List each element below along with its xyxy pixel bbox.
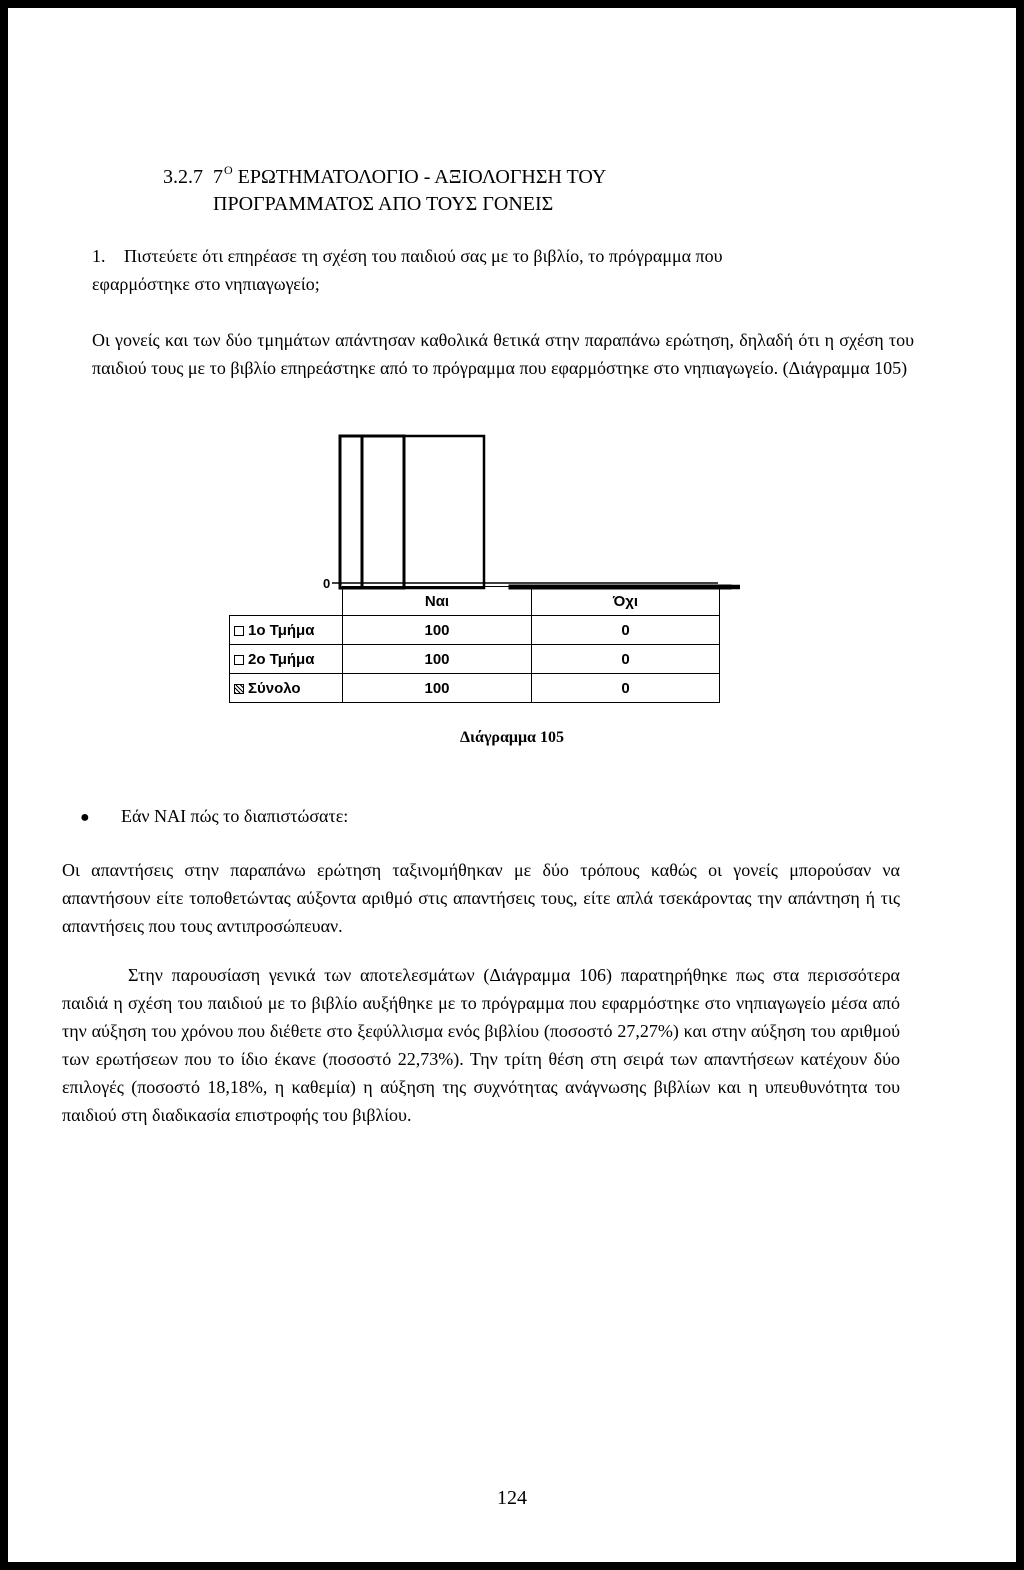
paragraph-classification: Οι απαντήσεις στην παραπάνω ερώτηση ταξινομήθηκαν με δύο τρόπους καθώς οι γονείς μπορούσαν να απαντήσουν είτε τοποθετώντας αύξοντα αριθμό στις απαντήσεις τους, είτε απλά τσεκάροντας την απάντηση ή τις απαντήσεις που τους αντιπροσώπευαν. [62,860,900,936]
row-label-text: 1ο Τμήμα [248,621,315,639]
chart-data-table [229,586,720,703]
question-number: 1. [92,246,106,266]
bar-chart [220,426,740,596]
table-cell: 100 [343,645,532,674]
bar-Σύνολο-Ναι [404,436,484,588]
answer-paragraph: Οι γονείς και των δύο τμημάτων απάντησαν καθολικά θετικά στην παραπάνω ερώτηση, δηλαδή ότι η σχέση του παιδιού τους με το βιβλίο επηρεάστηκε από το πρόγραμμα που εφαρμόστηκε στο νηπιαγωγείο. (Διάγραμμα 105) [92,330,914,378]
paragraph-results [62,961,900,1129]
axis-stub-label: 0 [323,576,331,591]
title-ordinal-sup: Ο [224,163,233,177]
column-header-yes: Ναι [343,587,532,616]
row-label-text: 2ο Τμήμα [248,650,315,668]
bar-1ο Τμήμα-Ναι [340,436,362,588]
section-title-line2: ΠΡΟΓΡΑΜΜΑΤΟΣ ΑΠΟ ΤΟΥΣ ΓΟΝΕΙΣ [213,193,554,215]
table-cell: 0 [532,674,720,703]
table-cell: 100 [343,616,532,645]
table-cell: 100 [343,674,532,703]
title-ordinal: 7 [213,166,223,188]
legend-swatch-icon [234,626,244,636]
row-label [230,645,343,674]
bullet-text: Εάν ΝΑΙ πώς το διαπιστώσατε: [121,806,349,826]
section-title-line1 [213,163,607,189]
column-header-no: Όχι [532,587,720,616]
title-text: ΕΡΩΤΗΜΑΤΟΛΟΓΙΟ - ΑΞΙΟΛΟΓΗΣΗ ΤΟΥ [232,166,607,188]
table-row [230,674,720,703]
paragraph-results-text: Στην παρουσίαση γενικά των αποτελεσμάτων (Διάγραμμα 106) παρατηρήθηκε πως στα περισσότερα παιδιά η σχέση του παιδιού με το βιβλίο αυξήθηκε με το πρόγραμμα που εφαρμόστηκε στο νηπιαγωγείο μέσα από την αύξηση του χρόνου που διέθετε στο ξεφύλλισμα ενός βιβλίου (ποσοστό 27,27%) και στην αύξηση του αριθμού των ερωτήσεων που το ίδιο έκανε (ποσοστό 22,73%). Την τρίτη θέση στη σειρά των απαντήσεων κατέχουν δύο επιλογές (ποσοστό 18,18%, η καθεμία) η αύξηση της συχνότητας ανάγνωσης βιβλίων και η υπευθυνότητα του παιδιού στη διαδικασία επιστροφής του βιβλίου. [62,965,900,1125]
row-label-text: Σύνολο [248,679,301,697]
page-number: 124 [497,1487,527,1509]
table-corner [230,587,343,616]
chart-marks [332,436,740,588]
question-line2: εφαρμόστηκε στο νηπιαγωγείο; [92,274,320,294]
table-cell: 0 [532,616,720,645]
legend-swatch-icon [234,684,244,694]
bullet-icon: ● [80,809,90,826]
question-line1: Πιστεύετε ότι επηρέασε τη σχέση του παιδιού σας με το βιβλίο, το πρόγραμμα που [124,246,723,266]
table-row [230,645,720,674]
document-page [8,8,1016,1562]
table-row [230,616,720,645]
legend-swatch-icon [234,655,244,665]
row-label [230,616,343,645]
figure-caption: Διάγραμμα 105 [460,729,564,746]
table-header-row [230,587,720,616]
bar-2ο Τμήμα-Ναι [362,436,404,588]
section-number: 3.2.7 [163,166,203,188]
row-label [230,674,343,703]
table-cell: 0 [532,645,720,674]
